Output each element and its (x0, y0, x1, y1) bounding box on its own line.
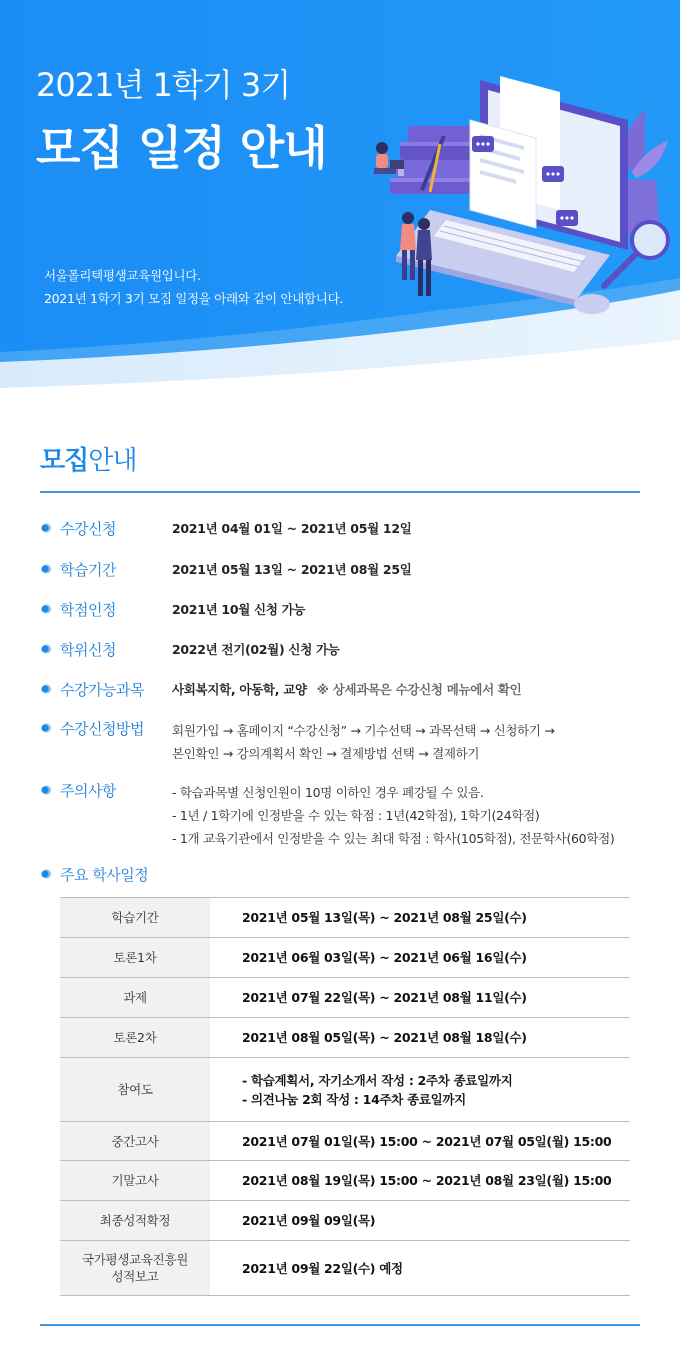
table-row-header: 토론2차 (60, 1018, 210, 1057)
info-label: 학습기간 (60, 561, 116, 579)
table-row (60, 1161, 630, 1201)
bullet-dot-icon (40, 603, 52, 615)
table-row-value (210, 1018, 630, 1057)
table-row (60, 1122, 630, 1161)
table-row-value (210, 1201, 630, 1240)
table-row (60, 1018, 630, 1058)
table-cell-line: 2021년 09월 22일(수) 예정 (242, 1260, 403, 1276)
banner-desc-line: 서울폴리텍평생교육원입니다. (44, 268, 201, 283)
table-row-value (210, 1058, 630, 1121)
info-label: 수강신청방법 (60, 720, 144, 738)
bullet-dot-icon (40, 784, 52, 796)
section-title (40, 440, 136, 477)
info-line: 회원가입 → 홈페이지 “수강신청” → 기수선택 → 과목선택 → 신청하기 → (172, 723, 555, 738)
table-cell-line: 2021년 05월 13일(목) ~ 2021년 08월 25일(수) (242, 910, 527, 925)
table-row (60, 938, 630, 978)
table-row-value (210, 1241, 630, 1295)
table-cell-line: 2021년 08월 19일(목) 15:00 ~ 2021년 08월 23일(월) 15:00 (242, 1173, 612, 1188)
bullet-dot-icon (40, 868, 52, 880)
table-row (60, 1241, 630, 1296)
section-divider-top (40, 491, 640, 493)
section-title-bold: 모집 (40, 446, 89, 476)
section-title-light: 안내 (88, 446, 137, 476)
table-row-header: 최종성적확정 (60, 1201, 210, 1240)
table-row-header: 토론1차 (60, 938, 210, 977)
banner-title: 모집 일정 안내 (36, 121, 327, 175)
table-row-value (210, 1122, 630, 1160)
info-label: 수강신청 (60, 520, 116, 538)
bullet-dot-icon (40, 683, 52, 695)
table-cell-line: 2021년 08월 05일(목) ~ 2021년 08월 18일(수) (242, 1030, 527, 1045)
hero-banner (0, 0, 680, 400)
table-row-value (210, 938, 630, 977)
banner-description (44, 264, 343, 310)
info-label: 학위신청 (60, 641, 116, 659)
info-label: 수강가능과목 (60, 681, 144, 699)
bullet-dot-icon (40, 643, 52, 655)
info-value: 2021년 10월 신청 가능 (172, 602, 306, 617)
table-row (60, 898, 630, 938)
laptop-study-illustration (360, 60, 670, 340)
table-row (60, 1058, 630, 1122)
info-line: - 1년 / 1학기에 인정받을 수 있는 학점 : 1년(42학점), 1학기(24학점) (172, 808, 540, 823)
table-row (60, 1201, 630, 1241)
info-value (172, 680, 521, 698)
info-value: 2022년 전기(02월) 신청 가능 (172, 642, 340, 657)
info-value: 2021년 04월 01일 ~ 2021년 05월 12일 (172, 521, 412, 536)
bullet-dot-icon (40, 722, 52, 734)
table-row-value (210, 978, 630, 1017)
bullet-dot-icon (40, 522, 52, 534)
table-row-header: 기말고사 (60, 1161, 210, 1200)
table-row (60, 978, 630, 1018)
table-cell-line: - 학습계획서, 자기소개서 작성 : 2주차 종료일까지 (242, 1072, 513, 1088)
table-row-value (210, 898, 630, 937)
table-cell-line: 2021년 09월 09일(목) (242, 1213, 376, 1228)
info-lines (172, 781, 614, 850)
courses-note: ※ 상세과목은 수강신청 메뉴에서 확인 (316, 682, 522, 697)
table-cell-line: 2021년 06월 03일(목) ~ 2021년 06월 16일(수) (242, 950, 527, 965)
table-cell-line: 2021년 07월 22일(목) ~ 2021년 08월 11일(수) (242, 990, 527, 1005)
bullet-dot-icon (40, 563, 52, 575)
table-cell-line: - 의견나눔 2회 작성 : 14주차 종료일까지 (242, 1091, 466, 1107)
info-label: 주요 학사일정 (60, 866, 149, 884)
table-row-header: 참여도 (60, 1058, 210, 1121)
courses-text: 사회복지학, 아동학, 교양 (172, 682, 307, 697)
table-cell-line: 2021년 07월 01일(목) 15:00 ~ 2021년 07월 05일(월) 15:00 (242, 1133, 612, 1149)
info-label: 주의사항 (60, 782, 116, 800)
banner-subtitle: 2021년 1학기 3기 (36, 66, 291, 104)
info-line: - 1개 교육기관에서 인정받을 수 있는 최대 학점 : 학사(105학점), 전문학사(60학점) (172, 831, 615, 846)
info-value: 2021년 05월 13일 ~ 2021년 08월 25일 (172, 562, 412, 577)
table-row-header: 과제 (60, 978, 210, 1017)
table-row-header: 국가평생교육진흥원 성적보고 (60, 1241, 210, 1295)
schedule-table (60, 897, 630, 1296)
info-label: 학점인정 (60, 601, 116, 619)
banner-desc-line: 2021년 1학기 3기 모집 일정을 아래와 같이 안내합니다. (44, 291, 344, 306)
info-line: - 학습과목별 신청인원이 10명 이하인 경우 폐강될 수 있음. (172, 785, 484, 800)
info-line: 본인확인 → 강의계획서 확인 → 결제방법 선택 → 결제하기 (172, 746, 480, 761)
table-row-header: 학습기간 (60, 898, 210, 937)
section-divider-bottom (40, 1324, 640, 1326)
table-row-header: 중간고사 (60, 1122, 210, 1160)
info-lines (172, 719, 555, 765)
table-row-value (210, 1161, 630, 1200)
